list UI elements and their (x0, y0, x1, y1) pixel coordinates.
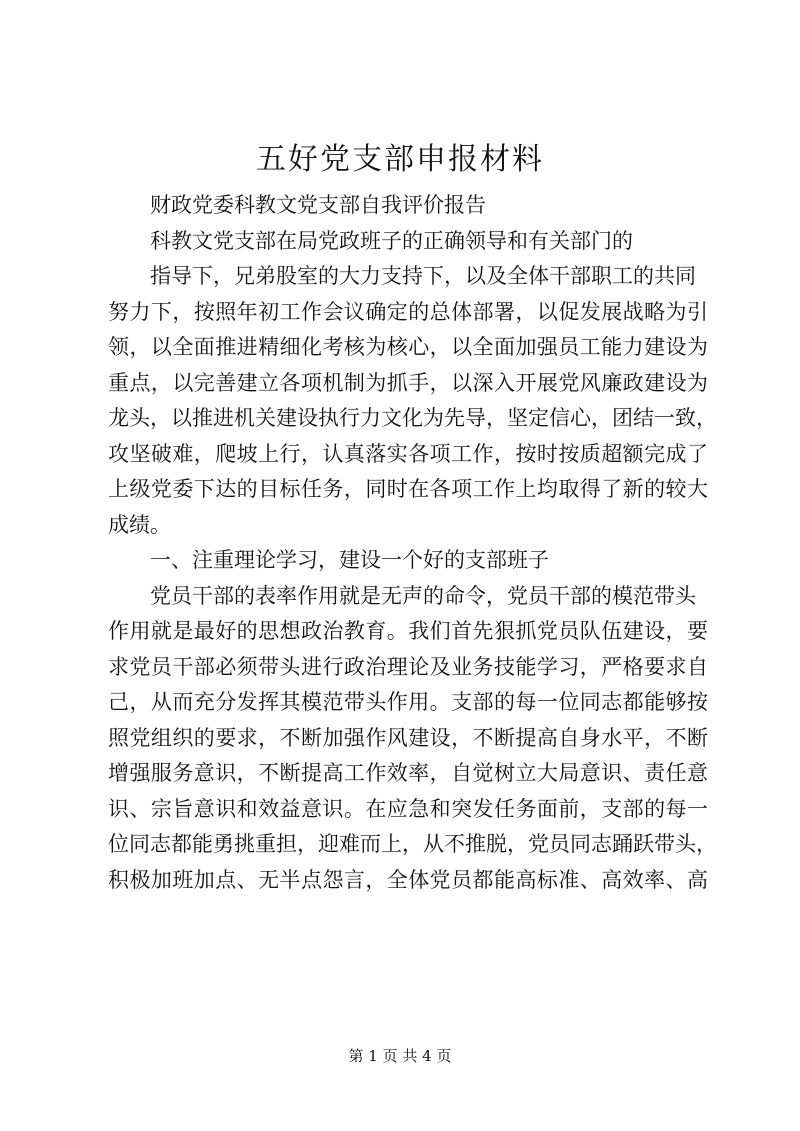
text-line: 成绩。 (108, 512, 171, 537)
document-body (108, 188, 717, 898)
text-line: 党员干部的表率作用就是无声的命令，党员干部的模范带头 (150, 583, 696, 608)
text-line: 己，从而充分发挥其模范带头作用。支部的每一位同志都能够按 (108, 690, 708, 714)
text-line: 一、注重理论学习，建设一个好的支部班子 (150, 548, 549, 572)
text-line: 识、宗旨意识和效益意识。在应急和突发任务面前，支部的每一 (108, 796, 708, 821)
text-line: 照党组织的要求，不断加强作风建设，不断提高自身水平，不断 (108, 725, 708, 750)
text-line: 领，以全面推进精细化考核为核心，以全面加强员工能力建设为 (108, 335, 708, 359)
text-line: 指导下，兄弟股室的大力支持下，以及全体干部职工的共同 (150, 264, 696, 288)
text-line: 上级党委下达的目标任务，同时在各项工作上均取得了新的较大 (108, 477, 708, 501)
text-line: 龙头，以推进机关建设执行力文化为先导，坚定信心，团结一致， (108, 406, 717, 430)
text-line: 求党员干部必须带头进行政治理论及业务技能学习，严格要求自 (108, 654, 708, 679)
text-line: 财政党委科教文党支部自我评价报告 (150, 193, 486, 217)
page-number-footer: 第 1 页 共 4 页 (348, 1047, 452, 1065)
text-line: 增强服务意识，不断提高工作效率，自觉树立大局意识、责任意 (108, 761, 708, 785)
text-line: 作用就是最好的思想政治教育。我们首先狠抓党员队伍建设，要 (108, 619, 708, 643)
text-line: 科教文党支部在局党政班子的正确领导和有关部门的 (150, 228, 633, 253)
text-line: 攻坚破难，爬坡上行，认真落实各项工作，按时按质超额完成了 (108, 441, 708, 466)
text-line: 位同志都能勇挑重担，迎难而上，从不推脱，党员同志踊跃带头， (108, 832, 717, 856)
document-title: 五好党支部申报材料 (256, 142, 544, 177)
text-line: 重点，以完善建立各项机制为抓手，以深入开展党风廉政建设为 (108, 370, 708, 395)
text-line: 积极加班加点、无半点怨言，全体党员都能高标准、高效率、高 (108, 867, 708, 892)
text-line: 努力下，按照年初工作会议确定的总体部署，以促发展战略为引 (108, 299, 708, 324)
